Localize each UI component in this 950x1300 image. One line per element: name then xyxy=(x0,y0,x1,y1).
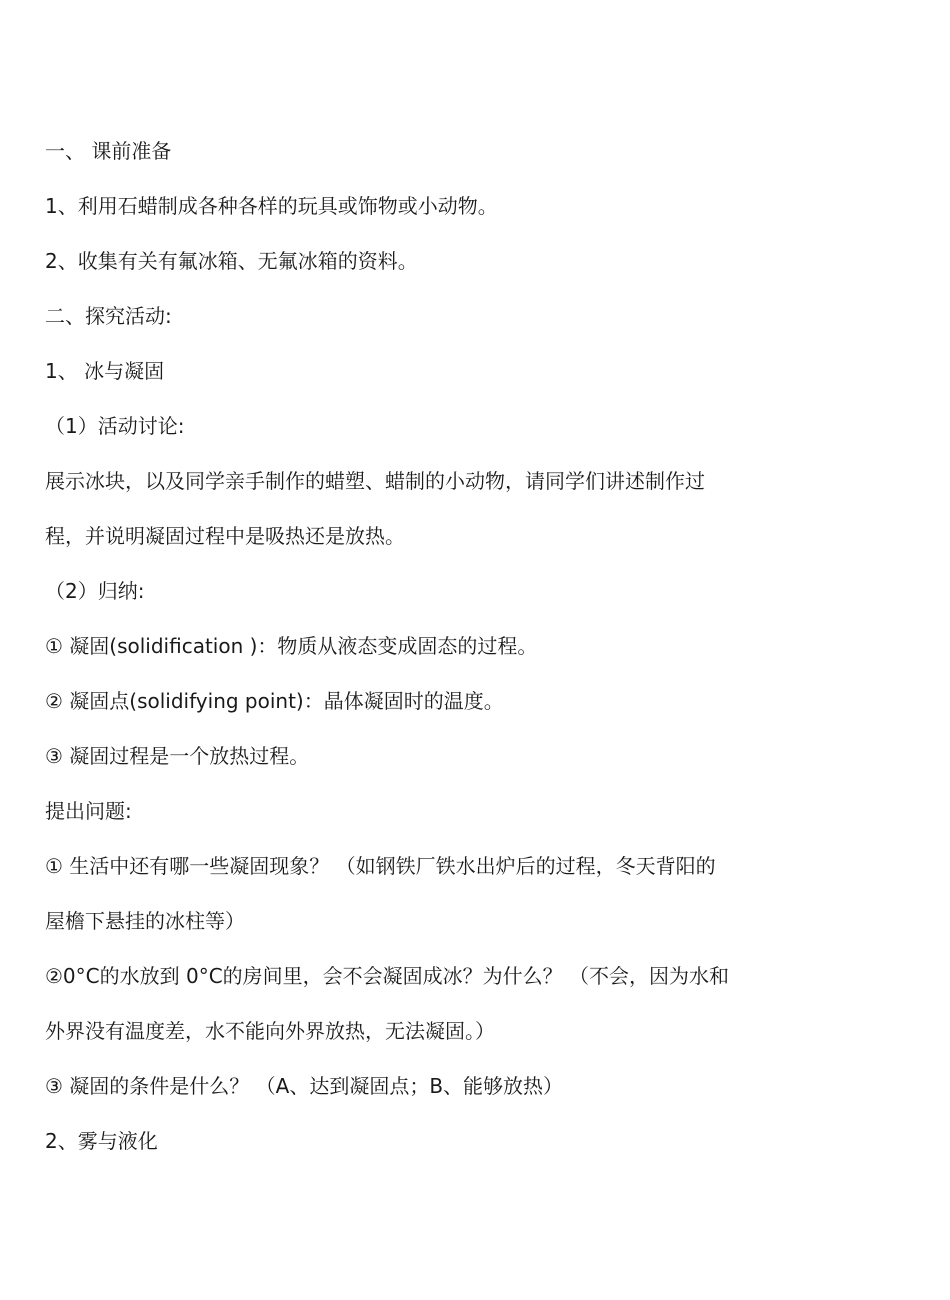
paragraph-line: ③ 凝固的条件是什么？ （A、达到凝固点；B、能够放热） xyxy=(45,1074,564,1098)
section-heading-preparation: 一、 课前准备 xyxy=(45,139,172,163)
paragraph-line: ① 生活中还有哪一些凝固现象？ （如钢铁厂铁水出炉后的过程，冬天背阳的 xyxy=(45,854,716,878)
paragraph-line: （1）活动讨论: xyxy=(45,414,185,438)
subsection-heading-fog-liquefaction: 2、雾与液化 xyxy=(45,1129,158,1153)
paragraph-line: 程，并说明凝固过程中是吸热还是放热。 xyxy=(45,524,405,548)
paragraph-line: ① 凝固(solidification )：物质从液态变成固态的过程。 xyxy=(45,634,538,658)
document-body xyxy=(45,124,775,1169)
paragraph-line: 2、收集有关有氟冰箱、无氟冰箱的资料。 xyxy=(45,249,418,273)
subsection-heading-ice-solidification: 1、 冰与凝固 xyxy=(45,359,165,383)
paragraph-line: （2）归纳: xyxy=(45,579,145,603)
paragraph-line: 展示冰块，以及同学亲手制作的蜡塑、蜡制的小动物，请同学们讲述制作过 xyxy=(45,469,705,493)
paragraph-line: 外界没有温度差，水不能向外界放热，无法凝固。） xyxy=(45,1019,495,1043)
paragraph-line: 屋檐下悬挂的冰柱等） xyxy=(45,909,245,933)
paragraph-line: ③ 凝固过程是一个放热过程。 xyxy=(45,744,310,768)
section-heading-activities: 二、探究活动: xyxy=(45,304,172,328)
paragraph-line: 提出问题: xyxy=(45,799,132,823)
paragraph-line: 1、利用石蜡制成各种各样的玩具或饰物或小动物。 xyxy=(45,194,498,218)
paragraph-line: ② 凝固点(solidifying point)：晶体凝固时的温度。 xyxy=(45,689,504,713)
paragraph-line: ②0°C的水放到 0°C的房间里，会不会凝固成冰？为什么？ （不会，因为水和 xyxy=(45,964,730,988)
